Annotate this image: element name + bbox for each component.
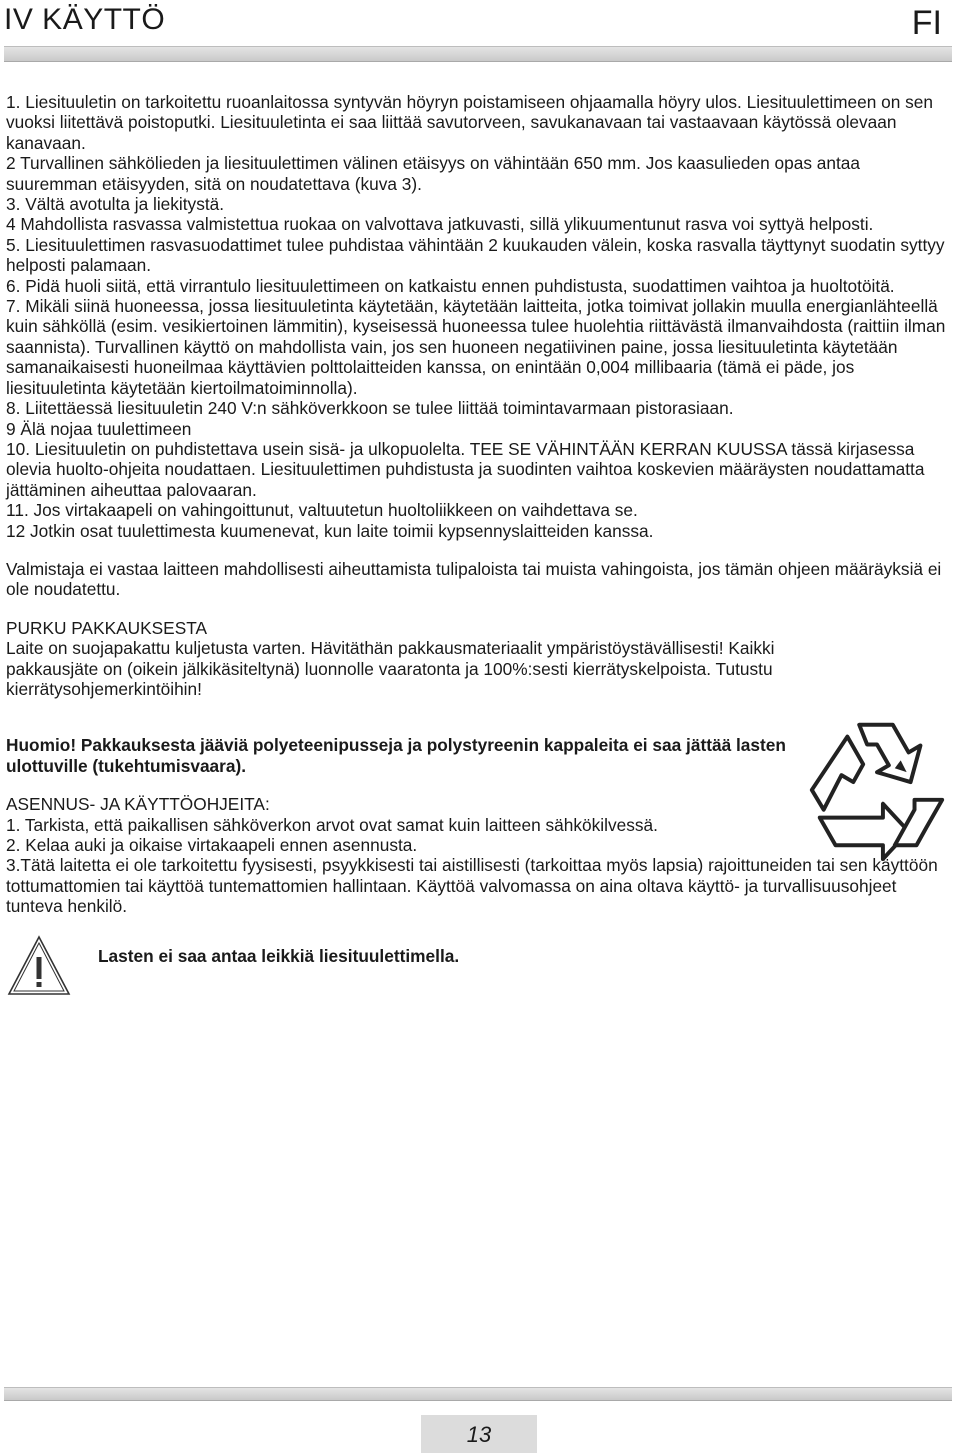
child-warning [6,933,948,1001]
liability-notice: Valmistaja ei vastaa laitteen mahdollisesti aiheuttamista tulipaloista tai muista vahingoista, jos tämän ohjeen määräyksiä ei ole noudatettu. [6,558,942,600]
instruction-item: 12 Jotkin osat tuulettimesta kuumenevat, kun laite toimii kypsennyslaitteiden kanssa. [6,520,654,541]
install-heading: ASENNUS- JA KÄYTTÖOHJEITA: [6,794,270,815]
instruction-item: 7. Mikäli siinä huoneessa, jossa liesituuletinta käytetään, käytetään laitteita, jotka toimivat jollakin muulla energianlähteellä kuin sähköllä (esim. vesikiertoinen lämmitin), kyseisessä huoneessa tulee huolehtia riittävästä ilmanvaihdosta (raittiin ilman saannista). Turvallinen käyttö on mahdollista vain, jos sen huoneen negatiivinen paine, jossa liesituuletinta käytetään samanaikaisesti huoneilmaa käyttävien polttolaitteiden kanssa, on enintään 0,004 millibaaria (tämä ei päde, jos liesituuletinta käytetään kiertoilmatoiminnolla). [6,296,946,398]
install-item: 2. Kelaa auki ja oikaise virtakaapeli ennen asennusta. [6,835,418,855]
instruction-item: 11. Jos virtakaapeli on vahingoittunut, valtuutetun huoltoliikkeen on vaihdettava se. [6,500,638,521]
instruction-item: 9 Älä nojaa tuulettimeen [6,418,192,439]
page-number: 13 [421,1415,537,1453]
unpacking-heading: PURKU PAKKAUKSESTA [6,617,208,638]
warning-triangle-icon [6,933,72,997]
child-warning-text: Lasten ei saa antaa leikkiä liesituulettimella. [98,945,460,966]
instruction-item: 6. Pidä huoli siitä, että virrantulo liesituulettimeen on katkaistu ennen puhdistusta, suodattimen vaihtoa ja huoltotöitä. [6,275,895,296]
footer-divider [4,1387,952,1401]
page-header [0,0,960,62]
instruction-item: 2 Turvallinen sähkölieden ja liesituulettimen välinen etäisyys on vähintään 650 mm. Jos kaasulieden opas antaa suuremman etäisyyden, sitä on noudatettava (kuva 3). [6,153,861,194]
page-title: IV KÄYTTÖ [4,3,166,36]
install-item: 3.Tätä laitetta ei ole tarkoitettu fyysisesti, psyykkisesti tai aistillisesti (tarkoittaa myös lapsia) rajoittuneiden tai sen käyttöön tottumattomien tai käyttöä tuntemattomien hallintaan. Käyttöä valvomassa on aina oltava käyttö- ja turvallisuusohjeet tunteva henkilö. [6,855,938,917]
header-divider [4,46,952,62]
instruction-item: 8. Liitettäessä liesituuletin 240 V:n sähköverkkoon se tulee liittää toimintavarmaan pistorasiaan. [6,398,734,419]
instruction-item: 1. Liesituuletin on tarkoitettu ruoanlaitossa syntyvän höyryn poistamiseen ohjaamalla höyry ulos. Liesituulettimeen on sen vuoksi liitettävä poistoputki. Liesituuletinta ei saa liittää savutorveen, savukanavaan tai vastaavaan käytössä olevaan kanavaan. [6,92,933,153]
instruction-item: 10. Liesituuletin on puhdistettava usein sisä- ja ulkopuolelta. TEE SE VÄHINTÄÄN KERRAN KUUSSA tässä kirjasessa olevia huolto-ohjeita noudattaen. Liesituulettimen puhdistusta ja suodinten vaihtoa koskevien määräysten noudattamatta jättäminen aiheuttaa palovaaran. [6,438,925,500]
instruction-item: 3. Vältä avotulta ja liekitystä. [6,194,225,215]
language-code: FI [911,4,942,42]
unpacking-text: Laite on suojapakattu kuljetusta varten. Hävitäthän pakkausmateriaalit ympäristöystävällisesti! Kaikki pakkausjäte on (oikein jälkikäsiteltynä) luonnolle vaaratonta ja 100%:sesti kierrätyskelpoista. Tutustu kierrätysohjemerkintöihin! [6,638,775,699]
install-item: 1. Tarkista, että paikallisen sähköverkon arvot ovat samat kuin laitteen sähkökilvessä. [6,814,658,835]
instruction-item: 5. Liesituulettimen rasvasuodattimet tulee puhdistaa vähintään 2 kuukauden välein, koska rasvalla täyttynyt suodatin syttyy helposti palamaan. [6,234,945,276]
instruction-item: 4 Mahdollista rasvassa valmistettua ruokaa on valvottava jatkuvasti, sillä ylikuumentunut rasva voi syttyä helposti. [6,214,874,235]
packaging-warning: Huomio! Pakkauksesta jääviä polyeteenipusseja ja polystyreenin kappaleita ei saa jättää lasten ulottuville (tukehtumisvaara). [6,735,786,776]
recycle-icon [798,707,956,865]
